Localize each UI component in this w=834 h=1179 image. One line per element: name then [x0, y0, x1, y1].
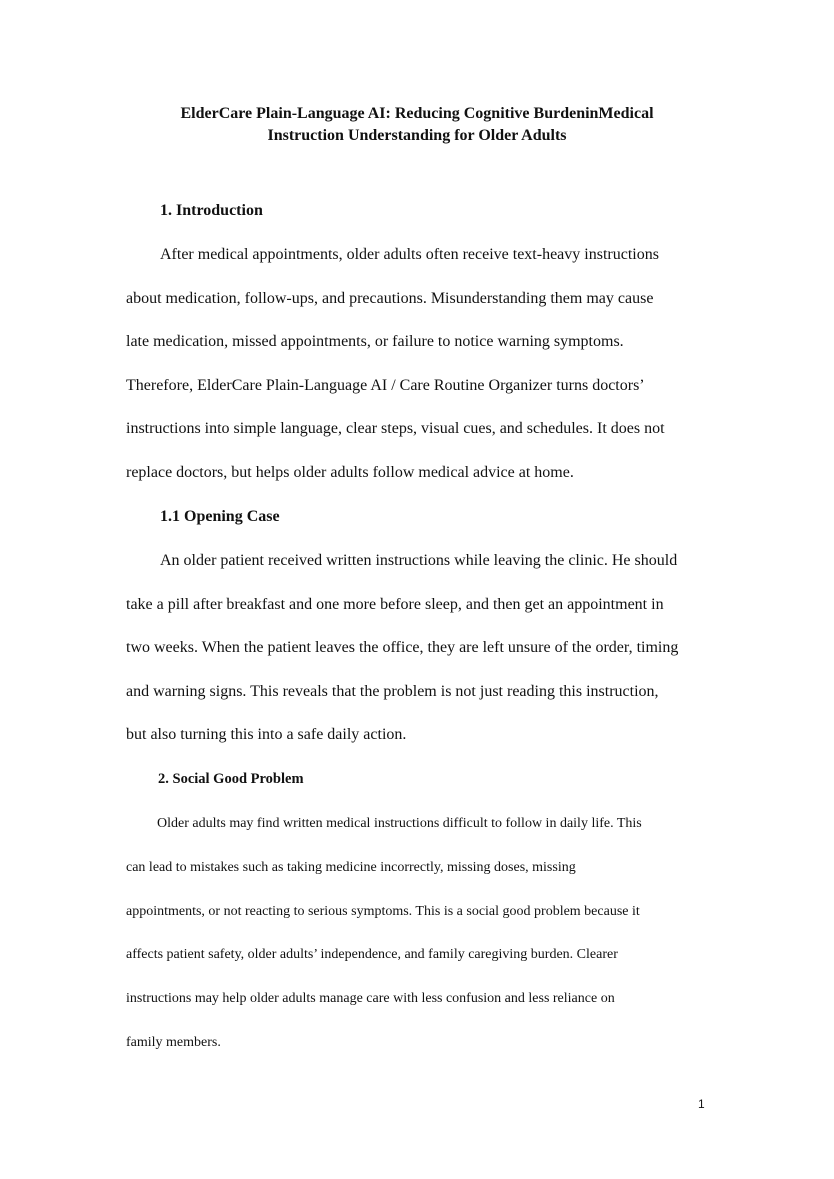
- paragraph-line: After medical appointments, older adults often receive text-heavy instructions: [160, 246, 659, 263]
- paragraph-line: Older adults may find written medical instructions difficult to follow in daily life. This: [157, 816, 642, 831]
- paragraph-line: instructions into simple language, clear steps, visual cues, and schedules. It does not: [126, 420, 665, 437]
- paper-title-line-2: Instruction Understanding for Older Adults: [267, 127, 567, 144]
- paragraph-line: two weeks. When the patient leaves the office, they are left unsure of the order, timing: [126, 639, 679, 656]
- section-heading-opening-case: 1.1 Opening Case: [160, 508, 280, 525]
- page-number: 1: [698, 1097, 705, 1111]
- paragraph-line: late medication, missed appointments, or failure to notice warning symptoms.: [126, 333, 624, 350]
- paragraph-line: instructions may help older adults manage care with less confusion and less reliance on: [126, 991, 615, 1006]
- paragraph-line: and warning signs. This reveals that the problem is not just reading this instruction,: [126, 683, 659, 700]
- paragraph-line: appointments, or not reacting to serious symptoms. This is a social good problem because it: [126, 904, 640, 919]
- paragraph-line: but also turning this into a safe daily action.: [126, 726, 407, 743]
- paragraph-line: Therefore, ElderCare Plain-Language AI / Care Routine Organizer turns doctors’: [126, 377, 645, 394]
- section-heading-introduction: 1. Introduction: [160, 202, 263, 219]
- paragraph-line: replace doctors, but helps older adults follow medical advice at home.: [126, 464, 574, 481]
- paragraph-line: about medication, follow-ups, and precautions. Misunderstanding them may cause: [126, 290, 654, 307]
- paragraph-line: take a pill after breakfast and one more before sleep, and then get an appointment in: [126, 596, 664, 613]
- paragraph-line: affects patient safety, older adults’ independence, and family caregiving burden. Clearer: [126, 947, 618, 962]
- paragraph-line: An older patient received written instructions while leaving the clinic. He should: [160, 552, 678, 569]
- paper-title-line-1: ElderCare Plain-Language AI: Reducing Cognitive BurdeninMedical: [180, 105, 654, 122]
- section-heading-social-good-problem: 2. Social Good Problem: [158, 771, 304, 787]
- paragraph-line: can lead to mistakes such as taking medicine incorrectly, missing doses, missing: [126, 860, 576, 875]
- paragraph-line: family members.: [126, 1035, 221, 1050]
